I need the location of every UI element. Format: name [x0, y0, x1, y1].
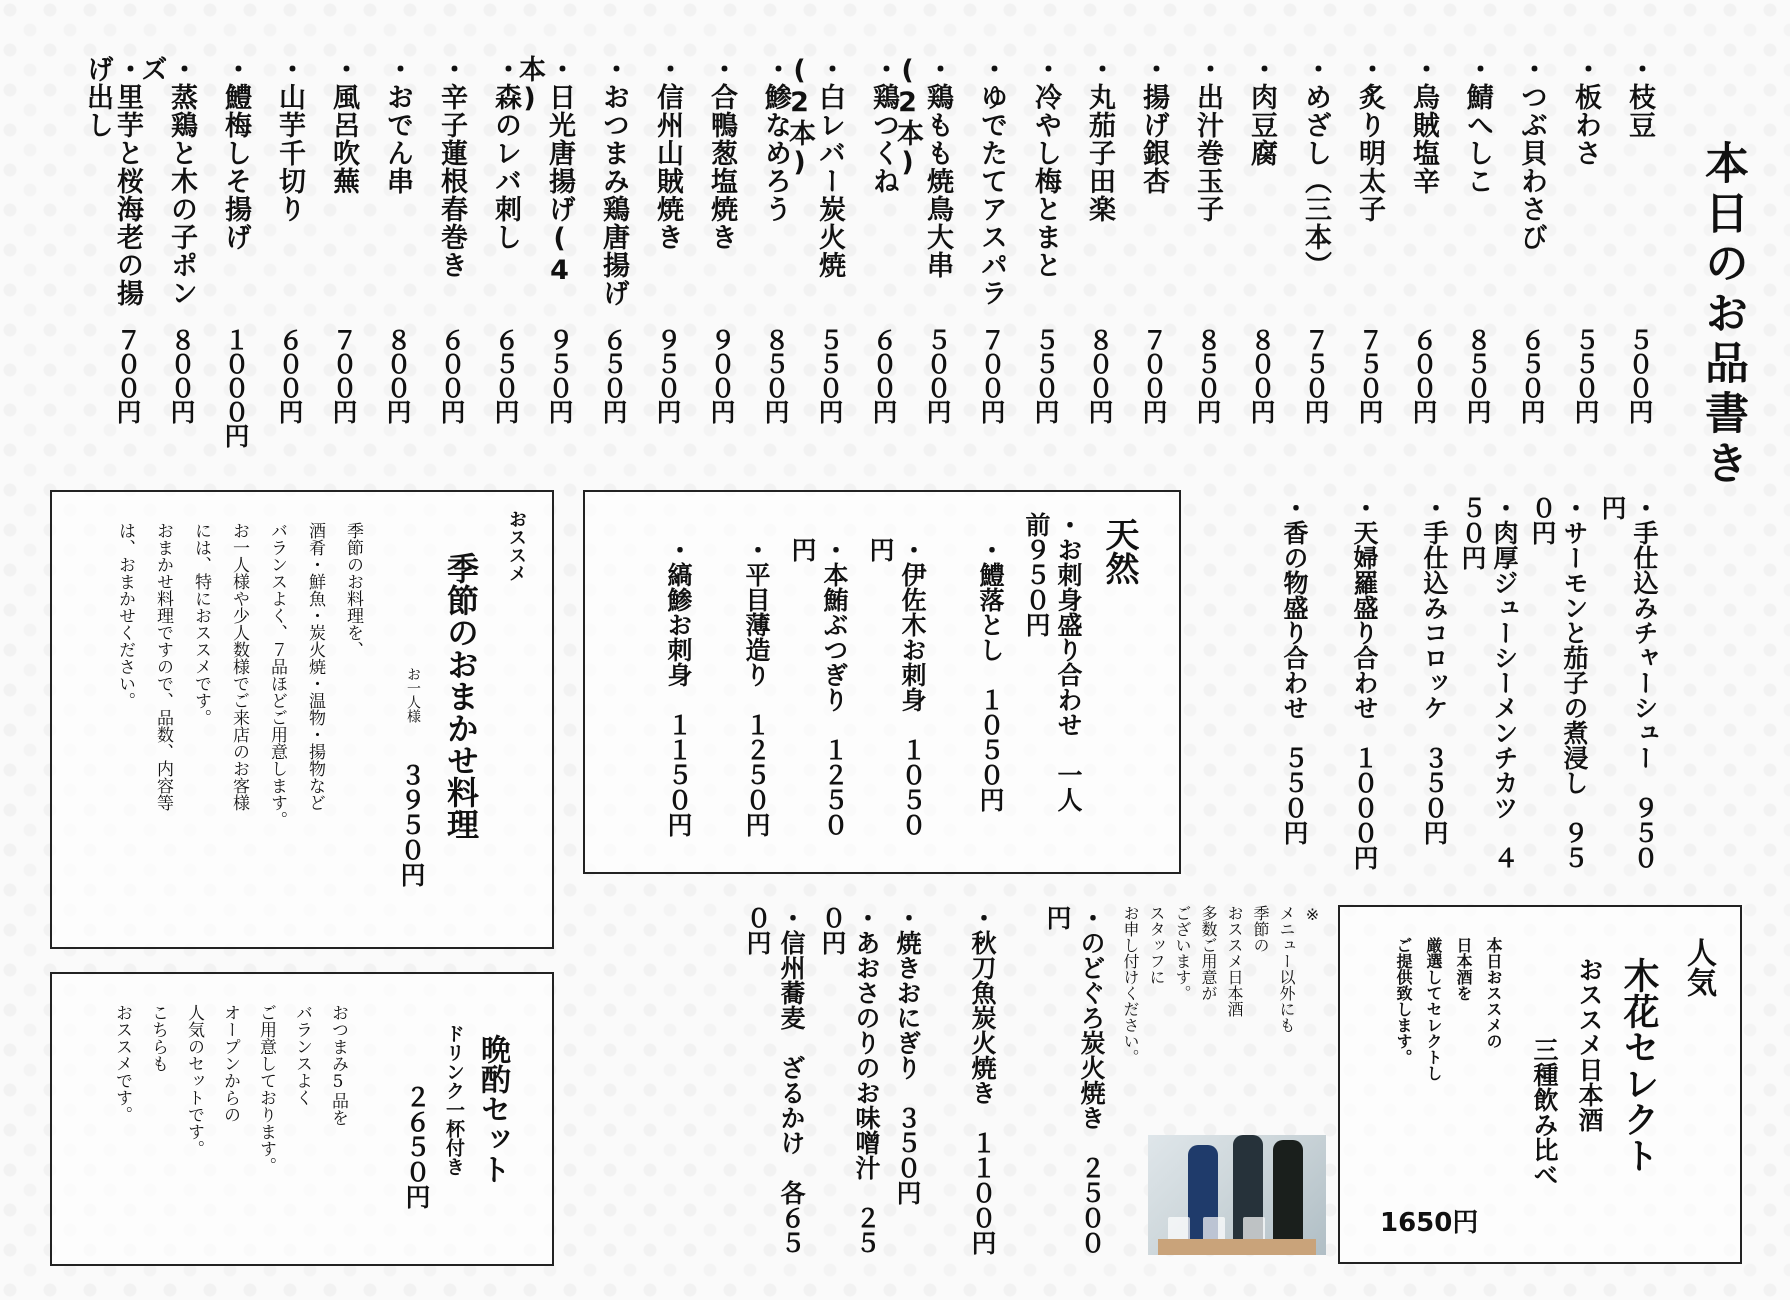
menu-item-name: ・ おでん串 — [382, 55, 412, 325]
menu-item-name: ・ 信州山賊焼き — [652, 55, 682, 325]
menu-item — [1282, 55, 1336, 475]
menu-item-price: ８５０円 — [1193, 327, 1222, 423]
menu-item-name: ・ 丸茄子田楽 — [1084, 55, 1114, 325]
wood-tray — [1158, 1239, 1316, 1255]
menu-item-price: ７５０円 — [1301, 327, 1330, 423]
right-item-text: ・手仕込みチャーシュー ９５０円 — [1598, 495, 1659, 870]
note-line: 多数ご用意が — [1199, 905, 1218, 1001]
bottom-item: ・あおさのりのお味噌汁 ２５０円 — [818, 905, 881, 1255]
menu-item-price: ７００円 — [1139, 327, 1168, 423]
omakase-desc-line: 酒肴・鮮魚・炭火焼・温物・揚物など — [305, 522, 325, 811]
menu-item — [256, 55, 310, 475]
right-item-text: ・サーモンと茄子の煮浸し ９５０円 — [1528, 495, 1589, 870]
menu-item — [688, 55, 742, 475]
menu-item-price: ８００円 — [167, 327, 196, 423]
menu-item — [1444, 55, 1498, 475]
menu-item — [82, 55, 148, 475]
menu-item-name: ・ 枝豆 — [1624, 55, 1654, 325]
omakase-desc-line: には、特におススメです。 — [191, 522, 211, 726]
sake-photo — [1148, 1135, 1326, 1255]
kibana-box — [1338, 905, 1742, 1264]
menu-item-name: ・ 揚げ銀杏 — [1138, 55, 1168, 325]
menu-item — [1228, 55, 1282, 475]
menu-item-name: ・ つぶ貝わさび — [1516, 55, 1546, 325]
menu-item — [1336, 55, 1390, 475]
menu-item — [136, 55, 202, 475]
menu-item-price: ８００円 — [1247, 327, 1276, 423]
kibana-title: 木花セレクト — [1618, 957, 1660, 1173]
menu-item — [310, 55, 364, 475]
menu-item — [1174, 55, 1228, 475]
omakase-desc-line: バランスよく、７品ほどご用意します。 — [267, 522, 287, 828]
right-item-text: ・肉厚ジューシーメンチカツ ４５０円 — [1458, 495, 1519, 870]
kibana-badge: 人気 — [1681, 937, 1716, 997]
omakase-desc-line: お一人様や少人数様でご来店のお客様 — [229, 522, 249, 811]
omakase-box — [50, 490, 554, 949]
menu-item-name: ・ 辛子蓮根春巻き — [436, 55, 466, 325]
note-line: ございます。 — [1173, 905, 1192, 1001]
menu-item-name: ・ 烏賊塩辛 — [1408, 55, 1438, 325]
menu-item — [202, 55, 256, 475]
menu-item — [364, 55, 418, 475]
tennen-item: ・伊佐木お刺身 １０５０円 — [866, 537, 927, 837]
banshaku-price: ２６５０円 — [402, 1084, 431, 1209]
note-line: ※ — [1303, 905, 1322, 924]
menu-item-price: ５００円 — [923, 327, 952, 423]
menu-item-price: ６００円 — [275, 327, 304, 423]
menu-item-name: ・ 合鴨葱塩焼き — [706, 55, 736, 325]
tennen-item: ・鱧落とし １０５０円 — [976, 537, 1005, 812]
banshaku-desc-line: おつまみ5品を — [328, 1004, 348, 1126]
menu-item — [958, 55, 1012, 475]
menu-item — [634, 55, 688, 475]
right-item — [1380, 495, 1450, 875]
omakase-desc-line: は、おまかせください。 — [115, 522, 135, 709]
menu-item-name: ・ 風呂吹蕪 — [328, 55, 358, 325]
banshaku-desc-line: こちらも — [148, 1004, 168, 1072]
menu-item-name: ・ 冷やし梅とまと — [1030, 55, 1060, 325]
menu-item — [472, 55, 526, 475]
menu-item-price: ８００円 — [1085, 327, 1114, 423]
menu-item-name: ・ 山芋千切り — [274, 55, 304, 325]
menu-item-price: ６００円 — [437, 327, 466, 423]
right-item — [1590, 495, 1660, 875]
menu-item-name: ・ 里芋と桜海老の揚げ出し — [82, 55, 142, 325]
menu-item-price: ８００円 — [383, 327, 412, 423]
menu-item — [1552, 55, 1606, 475]
menu-item-name: ・ 蒸鶏と木の子ポンズ — [136, 55, 196, 325]
kibana-desc-line: 本日おススメの — [1484, 937, 1503, 1049]
menu-item-name: ・ 森のレバ刺し — [490, 55, 520, 325]
menu-item — [1606, 55, 1660, 475]
menu-item-name: ・ 鯵なめろう — [760, 55, 790, 325]
right-item-text: ・香の物盛り合わせ ５５０円 — [1280, 495, 1309, 845]
kibana-sub2: 三種飲み比べ — [1530, 1037, 1559, 1187]
banshaku-desc-line: ご用意しております。 — [256, 1004, 276, 1174]
menu-item — [418, 55, 472, 475]
right-item — [1240, 495, 1310, 875]
tennen-item: ・平目薄造り １２５０円 — [742, 537, 771, 837]
banshaku-desc-line: 人気のセットです。 — [184, 1004, 204, 1157]
menu-item-price: ７００円 — [113, 327, 142, 423]
tennen-item: ・本鮪ぶつぎり １２５０円 — [788, 537, 849, 837]
tennen-title: 天然 — [1099, 517, 1139, 585]
menu-item-price: ６５０円 — [599, 327, 628, 423]
menu-item — [850, 55, 904, 475]
menu-item — [1012, 55, 1066, 475]
banshaku-desc-line: オープンからの — [220, 1004, 240, 1123]
menu-item-name: ・ 鱧梅しそ揚げ — [220, 55, 250, 325]
menu-item-name: ・ おつまみ鶏唐揚げ — [598, 55, 628, 325]
menu-item-price: ７５０円 — [1355, 327, 1384, 423]
menu-item-price: ７００円 — [977, 327, 1006, 423]
menu-item-price: ８５０円 — [1463, 327, 1492, 423]
menu-item-price: ５５０円 — [1571, 327, 1600, 423]
menu-item-price: ８５０円 — [761, 327, 790, 423]
bottom-item: ・信州蕎麦 ざるかけ 各６５０円 — [743, 905, 806, 1255]
page-title: 本日のお品書き — [1697, 140, 1748, 490]
right-item — [1450, 495, 1520, 875]
kibana-price: 1650円 — [1380, 1208, 1479, 1238]
menu-item — [1120, 55, 1174, 475]
menu-item — [1498, 55, 1552, 475]
menu-item-name: ・ 鯖へしこ — [1462, 55, 1492, 325]
kibana-desc-line: 厳選してセレクトし — [1424, 937, 1443, 1081]
menu-item-price: ５００円 — [1625, 327, 1654, 423]
omakase-price: ３９５０円 — [397, 762, 426, 887]
note-line: スタッフに — [1147, 905, 1166, 985]
right-item — [1310, 495, 1380, 875]
right-item — [1520, 495, 1590, 875]
menu-item-price: ９５０円 — [545, 327, 574, 423]
right-menu — [1210, 495, 1660, 875]
menu-item-price: ９００円 — [707, 327, 736, 423]
banshaku-desc-line: おススメです。 — [112, 1004, 132, 1123]
menu-item-name: ・ 鶏つくね — [868, 55, 898, 325]
sake-bottle-3 — [1273, 1140, 1303, 1255]
menu-item — [1066, 55, 1120, 475]
note-line: お申し付けください。 — [1121, 905, 1140, 1065]
bottom-item: ・秋刀魚炭火焼き １１００円 — [968, 905, 997, 1255]
banshaku-title: 晩酌セット — [475, 1034, 510, 1184]
omakase-desc-line: おまかせ料理ですので、品数、内容等 — [153, 522, 173, 811]
omakase-desc-line: 季節のお料理を、 — [343, 522, 363, 658]
omakase-label: おススメ — [506, 510, 527, 582]
menu-item-name: ・ 出汁巻玉子 — [1192, 55, 1222, 325]
menu-item — [892, 55, 958, 475]
omakase-per: お一人様 — [405, 667, 421, 723]
menu-item-name: ・ 板わさ — [1570, 55, 1600, 325]
menu-item-name: ・ 肉豆腐 — [1246, 55, 1276, 325]
menu-item-price: ６００円 — [869, 327, 898, 423]
menu-item-name: ・ めざし（三本） — [1300, 55, 1330, 325]
menu-item-name: ・ 炙り明太子 — [1354, 55, 1384, 325]
menu-item-name: ・ 鶏もも焼鳥大串(2本) — [892, 55, 952, 325]
menu-item-name: ・ ゆでたてアスパラ — [976, 55, 1006, 325]
menu-item — [580, 55, 634, 475]
omakase-title: 季節のおまかせ料理 — [442, 552, 480, 840]
tennen-box — [583, 490, 1181, 874]
menu-item-price: ５５０円 — [1031, 327, 1060, 423]
right-item-text: ・手仕込みコロッケ ３５０円 — [1420, 495, 1449, 845]
menu-item — [742, 55, 796, 475]
menu-item-price: ５５０円 — [815, 327, 844, 423]
menu-item-price: ６５０円 — [491, 327, 520, 423]
menu-item-price: ９５０円 — [653, 327, 682, 423]
top-menu — [40, 55, 1660, 475]
menu-item-price: １０００円 — [221, 327, 250, 447]
menu-item-price: ７００円 — [329, 327, 358, 423]
tennen-item: ・縞鯵お刺身 １１５０円 — [664, 537, 693, 837]
menu-item — [514, 55, 580, 475]
menu-item-price: ６５０円 — [1517, 327, 1546, 423]
menu-item-price: ６００円 — [1409, 327, 1438, 423]
kibana-desc-line: 日本酒を — [1454, 937, 1473, 1001]
menu-item-name: ・ 日光唐揚げ(4本) — [514, 55, 574, 325]
banshaku-sub: ドリンク一杯付き — [443, 1024, 465, 1176]
note-line: 季節の — [1251, 905, 1270, 953]
right-item-text: ・天婦羅盛り合わせ １０００円 — [1350, 495, 1379, 870]
bottom-item: ・のどぐろ炭火焼き ２５００円 — [1043, 905, 1106, 1255]
note-line: メニュー以外にも — [1277, 905, 1296, 1033]
kibana-desc-line: ご提供致します。 — [1394, 937, 1413, 1065]
banshaku-desc-line: バランスよく — [292, 1004, 312, 1106]
note-line: おススメ日本酒 — [1225, 905, 1244, 1017]
menu-item — [784, 55, 850, 475]
tennen-item: ・お刺身盛り合わせ 一人前９５０円 — [1022, 512, 1083, 812]
kibana-sub1: おススメ日本酒 — [1575, 957, 1604, 1132]
menu-item — [1390, 55, 1444, 475]
banshaku-box — [50, 972, 554, 1266]
menu-item-name: ・ 白レバー炭火焼(2本) — [784, 55, 844, 325]
bottom-item: ・焼きおにぎり ３５０円 — [893, 905, 922, 1205]
